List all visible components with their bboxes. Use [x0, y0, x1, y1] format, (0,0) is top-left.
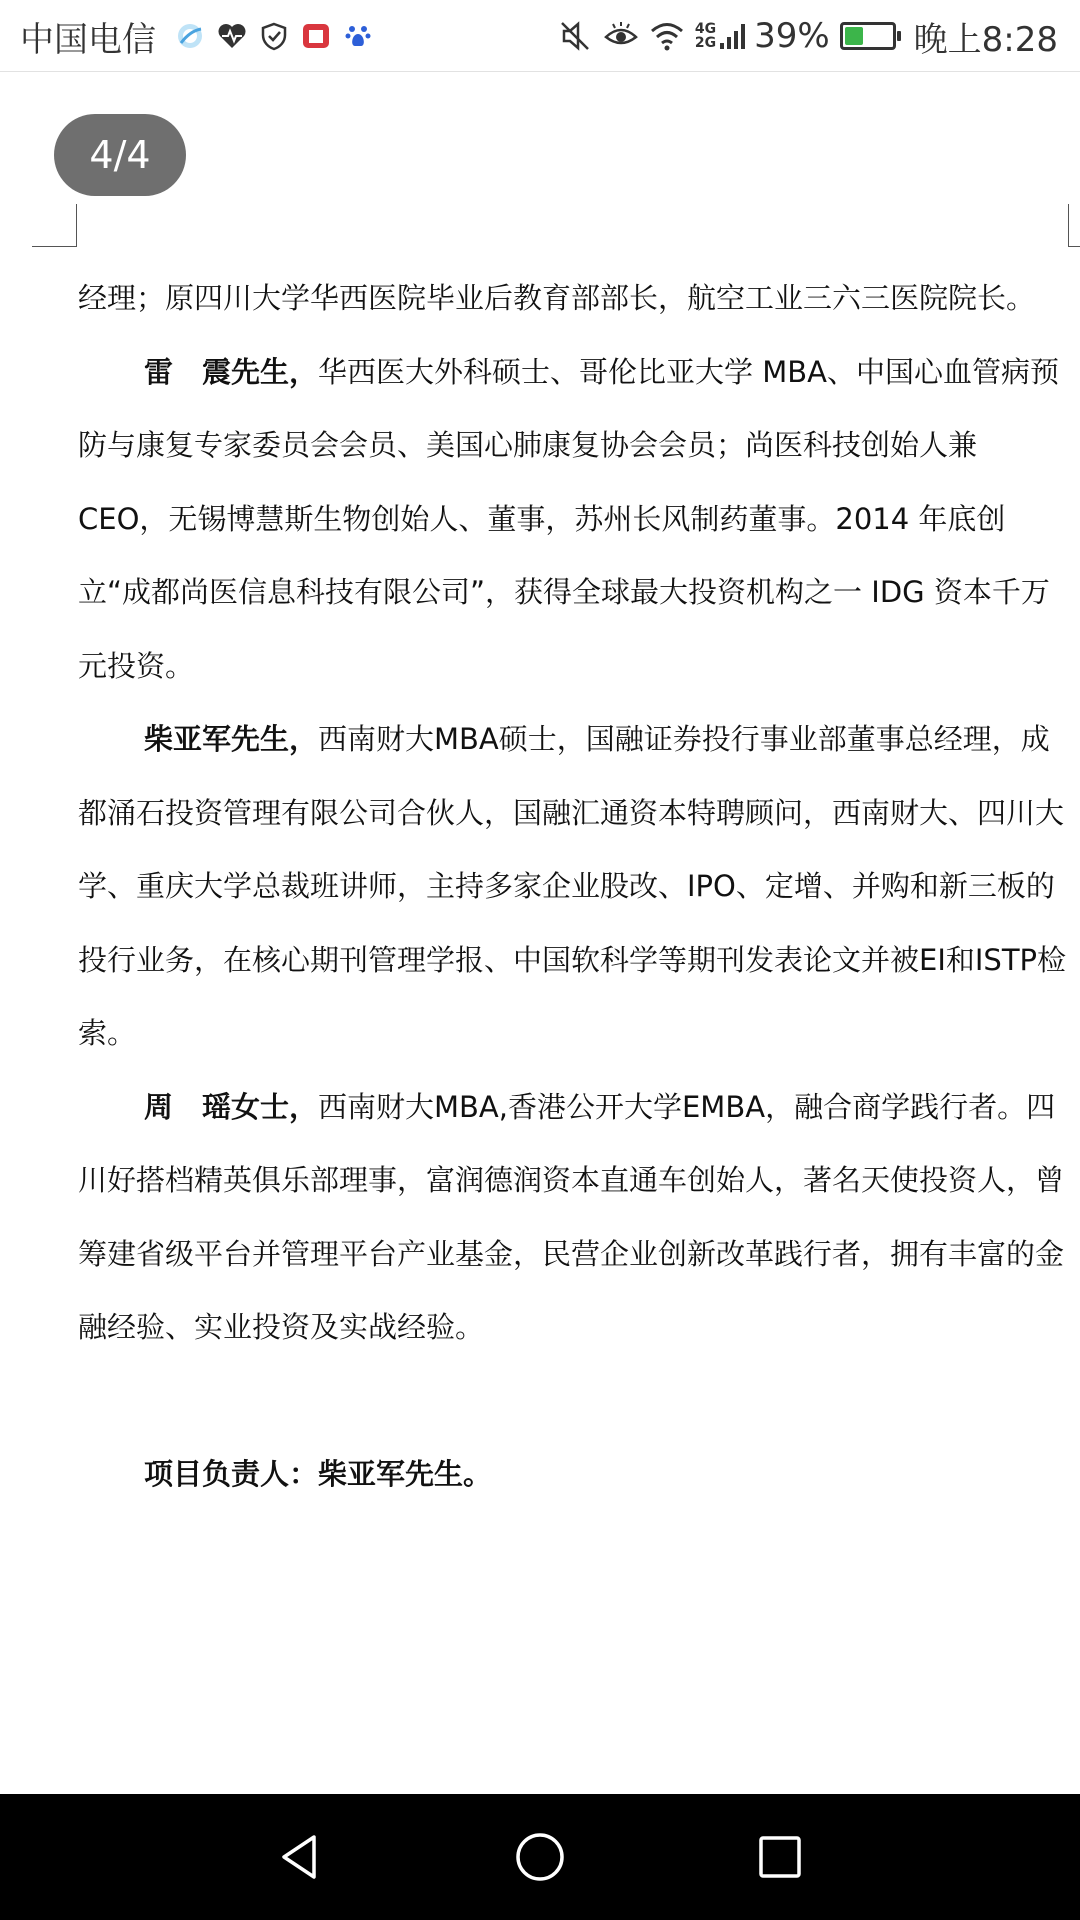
crop-mark-right — [1068, 204, 1080, 247]
person-name-lei-zhen: 雷 震先生， — [144, 354, 319, 389]
paragraph-project-lead — [78, 1438, 1068, 1512]
status-bar — [0, 0, 1080, 72]
person-name-zhou-yao: 周 瑶女士， — [144, 1089, 319, 1124]
recent-apps-icon — [755, 1832, 805, 1882]
carrier-name: 中国电信 — [20, 19, 156, 60]
mute-icon — [557, 18, 593, 54]
network-type-primary: 4G — [694, 21, 717, 37]
paragraph-bio-zhou-yao — [78, 1071, 1068, 1365]
home-icon — [513, 1830, 567, 1884]
signal-icon — [718, 18, 748, 54]
crop-mark-left — [32, 204, 77, 247]
person-name-chai-yajun: 柴亚军先生， — [144, 722, 319, 756]
bio-text-chai-yajun: 西南财大MBA硕士，国融证券投行事业部董事总经理，成都涌石投资管理有限公司合伙人，国融汇通资本特聘顾问，西南财大、四川大学、重庆大学总裁班讲师，主持多家企业股改、IPO、定增、并购和新三板的投行业务，在核心期刊管理学报、中国软科学等期刊发表论文并被EI和ISTP检索。 — [78, 722, 1067, 1050]
battery-charging-icon — [840, 22, 896, 50]
paragraph-previous-bio-end: 经理；原四川大学华西医院毕业后教育部部长，航空工业三六三医院院长。 — [78, 281, 1036, 315]
status-bar-right — [547, 0, 1058, 72]
health-app-icon — [214, 18, 250, 54]
baidu-app-icon — [340, 18, 376, 54]
paragraph-bio-lei-zhen — [78, 336, 1068, 704]
recent-apps-button[interactable] — [717, 1794, 843, 1920]
network-type-secondary: 2G — [694, 35, 717, 51]
battery-level-fill — [845, 27, 863, 45]
network-type — [695, 22, 716, 50]
browser-app-icon — [172, 18, 208, 54]
back-button[interactable] — [237, 1794, 363, 1920]
paragraph-bio-chai-yajun — [78, 703, 1068, 1071]
eye-comfort-icon — [603, 18, 639, 54]
shield-app-icon — [256, 18, 292, 54]
back-icon — [274, 1831, 326, 1883]
home-button[interactable] — [477, 1794, 603, 1920]
bio-text-zhou-yao: 西南财大MBA,香港公开大学EMBA，融合商学践行者。四川好搭档精英俱乐部理事，富润德润资本直通车创始人，著名天使投资人，曾筹建省级平台并管理平台产业基金，民营企业创新改革践行者，拥有丰富的金融经验、实业投资及实战经验。 — [78, 1089, 1065, 1344]
paragraph-spacer — [78, 1365, 1068, 1439]
bio-text-lei-zhen: 华西医大外科硕士、哥伦比亚大学 MBA、中国心血管病预防与康复专家委员会会员、美国心肺康复协会会员；尚医科技创始人兼 CEO，无锡博慧斯生物创始人、董事，苏州长风制药董事。2014 年底创立“成都尚医信息科技有限公司”，获得全球最大投资机构之一 IDG 资本千万元投资。 — [78, 354, 1059, 683]
document-page — [78, 262, 1068, 1512]
wifi-icon — [649, 18, 685, 54]
page-indicator: 4/4 — [54, 114, 186, 196]
project-lead-text: 项目负责人：柴亚军先生。 — [144, 1457, 493, 1491]
status-bar-left — [20, 0, 376, 72]
navigation-bar — [0, 1794, 1080, 1920]
reader-app-icon — [298, 18, 334, 54]
battery-percent: 39% — [754, 16, 830, 56]
status-clock: 晚上8:28 — [913, 19, 1058, 60]
document-viewer[interactable] — [0, 72, 1080, 1794]
